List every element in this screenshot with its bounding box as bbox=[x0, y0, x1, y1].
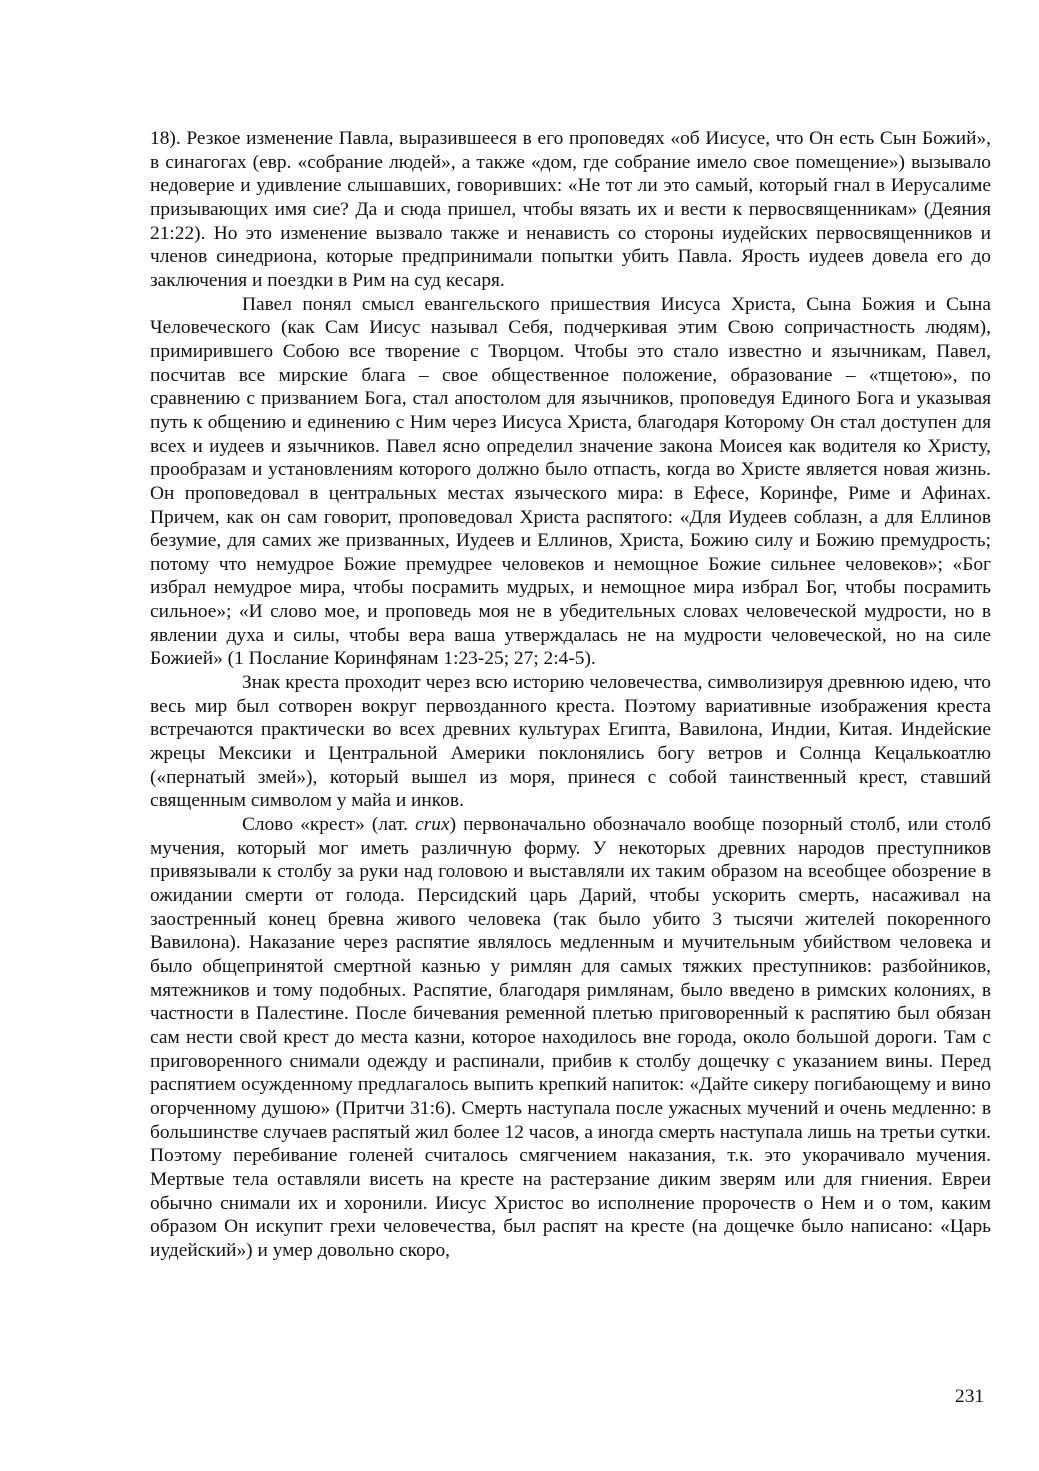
latin-term: crux bbox=[415, 814, 450, 836]
paragraph-1: 18). Резкое изменение Павла, выразившееся в его проповедях «об Иисусе, что Он есть Сын Божий», в синагогах (евр. «собрание людей», а также «дом, где собрание имело свое помещение») вызывало недоверие и удивление слышавших, говоривших: «Не тот ли это самый, который гнал в Иерусалиме призывающих имя сие? Да и сюда пришел, чтобы вязать их и вести к первосвященникам» (Деяния 21:22). Но это изменение вызвало также и ненависть со стороны иудейских первосвященников и членов синедриона, которые предпринимали попытки убить Павла. Ярость иудеев довела его до заключения и поездки в Рим на суд кесаря. bbox=[150, 128, 991, 291]
paragraph-4-text-start: Слово «крест» (лат. bbox=[242, 814, 416, 836]
page-body bbox=[150, 127, 991, 1263]
paragraph-4 bbox=[150, 813, 991, 1262]
paragraph-3: Знак креста проходит через всю историю человечества, символизируя древнюю идею, что весь мир был сотворен вокруг первозданного креста. Поэтому вариативные изображения креста встречаются практически во всех древних культурах Египта, Вавилона, Индии, Китая. Индейские жрецы Мексики и Центральной Америки поклонялись богу ветров и Солнца Кецалькоатлю («пернатый змей»), который вышел из моря, принеся с собой таинственный крест, ставший священным символом у майа и инков. bbox=[150, 672, 991, 812]
paragraph-4-text-rest: ) первоначально обозначало вообще позорный столб, или столб мучения, который мог иметь различную форму. У некоторых древних народов преступников привязывали к столбу за руки над головою и выставляли их таким образом на всеобщее обозрение в ожидании смерти от голода. Персидский царь Дарий, чтобы ускорить смерть, насаживал на заостренный конец бревна живого человека (так было убито 3 тысячи жителей покоренного Вавилона). Наказание через распятие являлось медленным и мучительным убийством человека и было общепринятой смертной казнью у римлян для самых тяжких преступников: разбойников, мятежников и тому подобных. Распятие, благодаря римлянам, было введено в римских колониях, в частности в Палестине. После бичевания ременной плетью приговоренный к распятию был обязан сам нести свой крест до места казни, которое находилось вне города, около большой дороги. Там с приговоренного снимали одежду и распинали, прибив к столбу дощечку с указанием вины. Перед распятием осужденному предлагалось выпить крепкий напиток: «Дайте сикеру погибающему и вино огорченному душою» (Притчи 31:6). Смерть наступала после ужасных мучений и очень медленно: в большинстве случаев распятый жил более 12 часов, а иногда смерть наступала лишь на третьи сутки. Поэтому перебивание голеней считалось смягчением наказания, т.к. это укорачивало мучения. Мертвые тела оставляли висеть на кресте на растерзание диким зверям или для гниения. Евреи обычно снимали их и хоронили. Иисус Христос во исполнение пророчеств о Нем и о том, каким образом Он искупит грехи человечества, был распят на кресте (на дощечке было написано: «Царь иудейский») и умер довольно скоро, bbox=[150, 814, 991, 1261]
page-number: 231 bbox=[955, 1386, 985, 1407]
paragraph-2: Павел понял смысл евангельского пришествия Иисуса Христа, Сына Божия и Сына Человеческого (как Сам Иисус называл Себя, подчеркивая этим Свою сопричастность людям), примирившего Собою все творение с Творцом. Чтобы это стало известно и язычникам, Павел, посчитав все мирские блага – свое общественное положение, образование – «тщетою», по сравнению с призванием Бога, стал апостолом для язычников, проповедуя Единого Бога и указывая путь к общению и единению с Ним через Иисуса Христа, благодаря Которому Он стал доступен для всех и иудеев и язычников. Павел ясно определил значение закона Моисея как водителя ко Христу, прообразам и установлениям которого должно было отпасть, когда во Христе является новая жизнь. Он проповедовал в центральных местах языческого мира: в Ефесе, Коринфе, Риме и Афинах. Причем, как он сам говорит, проповедовал Христа распятого: «Для Иудеев соблазн, а для Еллинов безумие, для самих же призванных, Иудеев и Еллинов, Христа, Божию силу и Божию премудрость; потому что немудрое Божие премудрее человеков и немощное Божие сильнее человеков»; «Бог избрал немудрое мира, чтобы посрамить мудрых, и немощное мира избрал Бог, чтобы посрамить сильное»; «И слово мое, и проповедь моя не в убедительных словах человеческой мудрости, но в явлении духа и силы, чтобы вера ваша утверждалась не на мудрости человеческой, но на силе Божией» (1 Послание Коринфянам 1:23-25; 27; 2:4-5). bbox=[150, 293, 991, 670]
